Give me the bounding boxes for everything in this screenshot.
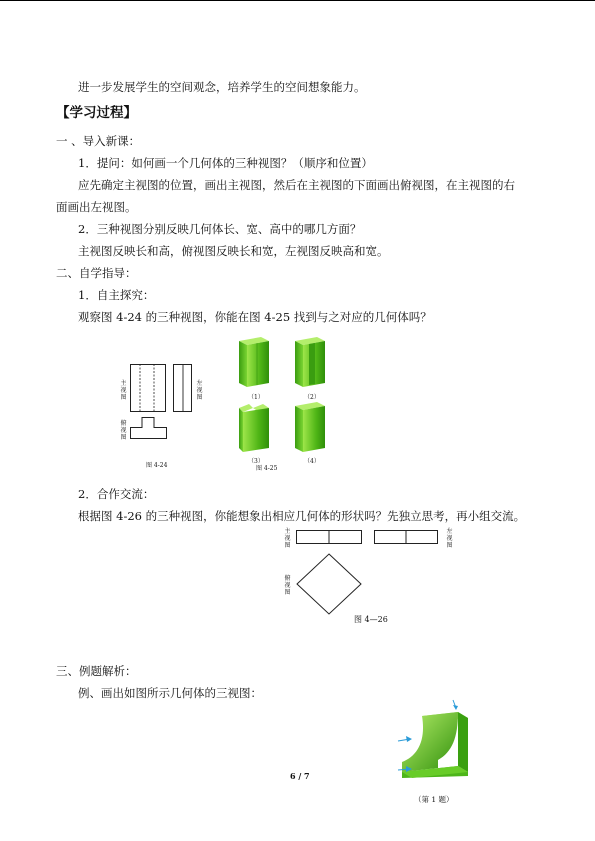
section-1-title: 一 、导入新课： bbox=[56, 134, 141, 148]
answer-2: 主视图反映长和高，俯视图反映长和宽，左视图反映高和宽。 bbox=[78, 244, 389, 258]
page-number: 6 / 7 bbox=[290, 771, 310, 781]
fig426-left-label: 左 视 图 bbox=[446, 528, 453, 549]
fig424-front-view bbox=[130, 364, 166, 412]
solid-4-image bbox=[291, 402, 329, 454]
solid-4-label: （4） bbox=[304, 458, 320, 465]
answer-1-line-1: 应先确定主视图的位置，画出主视图，然后在主视图的下面画出俯视图，在主视图的右 bbox=[78, 178, 515, 192]
answer-1-line-2: 面画出左视图。 bbox=[56, 200, 137, 214]
fig424-top-view bbox=[130, 417, 167, 439]
fig426-left-view bbox=[374, 530, 438, 544]
solid-2-image bbox=[291, 337, 329, 389]
subsection-2-title: 2．合作交流： bbox=[78, 487, 155, 501]
example-text: 例、画出如图所示几何体的三视图： bbox=[78, 686, 262, 700]
section-heading: 【学习过程】 bbox=[56, 105, 137, 121]
subsection-2-text: 根据图 4-26 的三种视图，你能想象出相应几何体的形状吗？先独立思考，再小组交流。 bbox=[78, 509, 526, 523]
solid-3-label: （3） bbox=[248, 458, 264, 465]
subsection-1-title: 1．自主探究： bbox=[78, 288, 155, 302]
question-2: 2．三种视图分别反映几何体长、宽、高中的哪几方面？ bbox=[78, 222, 362, 236]
question-1: 1．提问：如何画一个几何体的三种视图？（顺序和位置） bbox=[78, 156, 373, 170]
solid-1-image bbox=[235, 337, 273, 389]
fig426-front-label: 主 视 图 bbox=[284, 528, 291, 549]
fig424-left-view bbox=[173, 364, 193, 412]
fig426-top-view bbox=[296, 553, 362, 615]
section-3-title: 三、例题解析： bbox=[56, 664, 137, 678]
fig425-caption: 图 4-25 bbox=[256, 465, 278, 472]
fig426-top-label: 俯 视 图 bbox=[284, 575, 291, 596]
subsection-1-text: 观察图 4-24 的三种视图，你能在图 4-25 找到与之对应的几何体吗？ bbox=[78, 310, 432, 324]
page-top-rule bbox=[0, 0, 595, 1]
fig424-left-label: 左 视 图 bbox=[196, 380, 203, 401]
solid-3-image bbox=[235, 402, 273, 454]
fig424-front-label: 主 视 图 bbox=[120, 380, 127, 401]
solid-2-label: （2） bbox=[304, 394, 320, 401]
fig426-front-view bbox=[296, 530, 362, 544]
section-2-title: 二、自学指导： bbox=[56, 266, 137, 280]
example-solid-image bbox=[396, 700, 480, 784]
intro-line: 进一步发展学生的空间观念，培养学生的空间想象能力。 bbox=[78, 80, 366, 94]
fig424-caption: 图 4-24 bbox=[146, 462, 168, 469]
example-figure-caption: （第 1 题） bbox=[414, 795, 454, 804]
fig426-caption: 图 4—26 bbox=[354, 615, 388, 624]
solid-1-label: （1） bbox=[248, 394, 264, 401]
fig424-top-label: 俯 视 图 bbox=[120, 420, 127, 441]
